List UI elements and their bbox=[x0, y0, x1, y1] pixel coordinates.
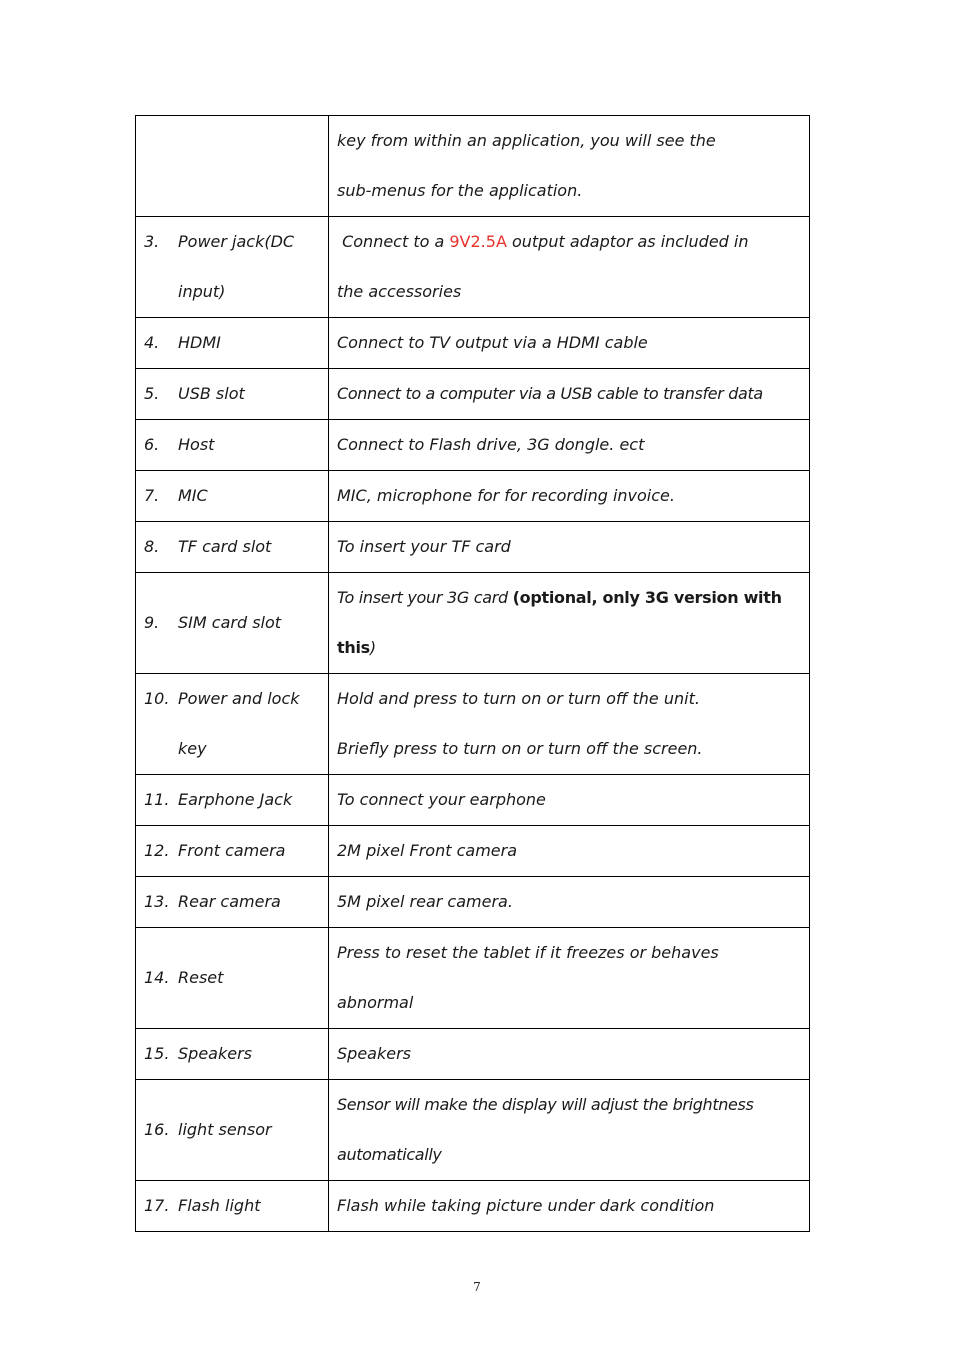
table-row bbox=[136, 877, 810, 928]
item-name: Earphone Jack bbox=[178, 790, 293, 809]
description-line: automatically bbox=[337, 1145, 442, 1164]
table-row bbox=[136, 826, 810, 877]
table-row bbox=[136, 928, 810, 1029]
item-cell bbox=[136, 369, 329, 420]
item-number: 10. bbox=[144, 689, 170, 708]
table-row bbox=[136, 1181, 810, 1232]
table-row bbox=[136, 217, 810, 318]
description-cell: To insert your TF card bbox=[329, 522, 810, 573]
item-cell bbox=[136, 674, 329, 775]
description-cell: Speakers bbox=[329, 1029, 810, 1080]
item-name-cont: key bbox=[178, 739, 207, 758]
table-row bbox=[136, 471, 810, 522]
item-cell bbox=[136, 318, 329, 369]
item-name: light sensor bbox=[178, 1120, 272, 1139]
item-number: 9. bbox=[144, 613, 160, 632]
description-cell bbox=[329, 217, 810, 318]
item-name: Front camera bbox=[178, 841, 286, 860]
table-row bbox=[136, 369, 810, 420]
description-cell bbox=[329, 674, 810, 775]
item-number: 14. bbox=[144, 968, 170, 987]
item-name: SIM card slot bbox=[178, 613, 282, 632]
item-name: TF card slot bbox=[178, 537, 272, 556]
description-text: ) bbox=[369, 638, 376, 657]
item-number: 16. bbox=[144, 1120, 170, 1139]
item-cell bbox=[136, 877, 329, 928]
item-number: 5. bbox=[144, 384, 160, 403]
item-number: 11. bbox=[144, 790, 170, 809]
table-row bbox=[136, 1080, 810, 1181]
item-number: 17. bbox=[144, 1196, 170, 1215]
table-row bbox=[136, 674, 810, 775]
table-row bbox=[136, 1029, 810, 1080]
description-line: Briefly press to turn on or turn off the screen. bbox=[337, 739, 703, 758]
item-cell bbox=[136, 217, 329, 318]
item-name-cont: input) bbox=[178, 282, 226, 301]
description-cell: MIC, microphone for for recording invoice. bbox=[329, 471, 810, 522]
item-name: Power and lock bbox=[178, 689, 300, 708]
item-number: 7. bbox=[144, 486, 160, 505]
item-name: USB slot bbox=[178, 384, 245, 403]
item-name: Speakers bbox=[178, 1044, 252, 1063]
description-cell bbox=[329, 116, 810, 217]
item-number: 4. bbox=[144, 333, 160, 352]
item-name: Flash light bbox=[178, 1196, 261, 1215]
description-cell: 5M pixel rear camera. bbox=[329, 877, 810, 928]
table-row bbox=[136, 573, 810, 674]
table-row bbox=[136, 522, 810, 573]
item-cell bbox=[136, 826, 329, 877]
item-name: Host bbox=[178, 435, 215, 454]
table-row bbox=[136, 318, 810, 369]
item-cell bbox=[136, 1029, 329, 1080]
page-number: 7 bbox=[473, 1280, 481, 1294]
description-text: Connect to a bbox=[342, 232, 450, 251]
item-number: 8. bbox=[144, 537, 160, 556]
spec-table bbox=[135, 115, 810, 1232]
description-line: the accessories bbox=[337, 282, 462, 301]
description-line: Press to reset the tablet if it freezes or behaves bbox=[337, 943, 719, 962]
table-row bbox=[136, 775, 810, 826]
item-cell bbox=[136, 1181, 329, 1232]
item-cell bbox=[136, 522, 329, 573]
description-line: Hold and press to turn on or turn off the unit. bbox=[337, 689, 700, 708]
item-number: 12. bbox=[144, 841, 170, 860]
item-name: Rear camera bbox=[178, 892, 281, 911]
optional-note: this bbox=[337, 638, 370, 657]
description-text: output adaptor as included in bbox=[506, 232, 749, 251]
table-row bbox=[136, 420, 810, 471]
item-cell bbox=[136, 420, 329, 471]
description-cell bbox=[329, 573, 810, 674]
description-cell: 2M pixel Front camera bbox=[329, 826, 810, 877]
item-number: 15. bbox=[144, 1044, 170, 1063]
item-number: 3. bbox=[144, 232, 160, 251]
description-cell: Flash while taking picture under dark condition bbox=[329, 1181, 810, 1232]
description-cell bbox=[329, 1080, 810, 1181]
description-cell: Connect to TV output via a HDMI cable bbox=[329, 318, 810, 369]
description-line: key from within an application, you will see the bbox=[337, 131, 716, 150]
item-cell bbox=[136, 928, 329, 1029]
voltage-highlight: 9V2.5A bbox=[449, 232, 507, 251]
optional-note: (optional, only 3G version with bbox=[512, 588, 782, 607]
item-number: 13. bbox=[144, 892, 170, 911]
description-cell: Connect to a computer via a USB cable to transfer data bbox=[329, 369, 810, 420]
item-name: HDMI bbox=[178, 333, 221, 352]
item-name: Reset bbox=[178, 968, 224, 987]
description-cell bbox=[329, 928, 810, 1029]
item-cell bbox=[136, 775, 329, 826]
description-cell: Connect to Flash drive, 3G dongle. ect bbox=[329, 420, 810, 471]
item-cell bbox=[136, 573, 329, 674]
item-cell bbox=[136, 116, 329, 217]
description-line: abnormal bbox=[337, 993, 414, 1012]
item-cell bbox=[136, 471, 329, 522]
description-line: sub-menus for the application. bbox=[337, 181, 583, 200]
item-name: Power jack(DC bbox=[178, 232, 295, 251]
item-number: 6. bbox=[144, 435, 160, 454]
description-cell: To connect your earphone bbox=[329, 775, 810, 826]
description-text: To insert your 3G card bbox=[337, 588, 513, 607]
item-name: MIC bbox=[178, 486, 208, 505]
description-line: Sensor will make the display will adjust the brightness bbox=[337, 1095, 754, 1114]
table-row bbox=[136, 116, 810, 217]
item-cell bbox=[136, 1080, 329, 1181]
